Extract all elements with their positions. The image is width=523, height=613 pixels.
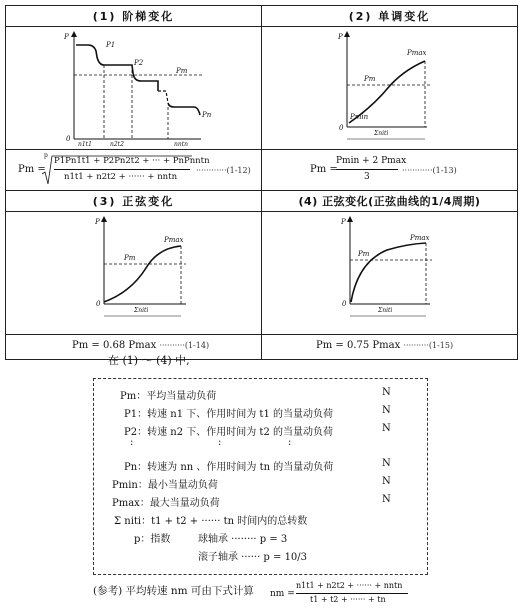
panel-3-formula: Pm = 0.68 Pmax ··········(1-14) [6, 335, 262, 360]
x-label: Σniti [378, 307, 393, 314]
formula-denominator: 3 [364, 172, 370, 182]
def-unit: N [382, 405, 391, 416]
x-label-2: n2t2 [110, 141, 124, 148]
reference-text: (参考) 平均转速 nm 可由下式计算 [93, 585, 254, 597]
panel-1-plot [6, 27, 262, 150]
sine-curve [104, 246, 181, 302]
axis-origin: 0 [339, 124, 344, 132]
ref-number: (1-14) [184, 341, 210, 350]
label-pmax: Pmax [410, 234, 430, 242]
panel-4-plot [262, 212, 518, 335]
reference-fraction-bar [296, 593, 408, 594]
formula-denominator: n1t1 + n2t2 + ······ + nntn [64, 172, 178, 182]
def-unit: N [382, 494, 391, 505]
formula-numerator: Pmin + 2 Pmax [336, 156, 407, 166]
label-p1: P1 [106, 41, 116, 49]
ref-number: (1-15) [428, 341, 454, 350]
ellipsis-2: : [218, 437, 222, 448]
def-unit: N [382, 387, 391, 398]
def-text: 最小当量动负荷 [147, 480, 218, 491]
def-symbol: P1 [124, 409, 138, 420]
def-text: 转速为 nn 、作用时间为 tn 的当量动负荷 [147, 462, 334, 473]
axis-origin: 0 [342, 300, 347, 308]
formula-lhs: Pm = [18, 164, 46, 175]
def-unit: N [382, 458, 391, 469]
panel-2-plot [262, 27, 518, 150]
intro-text: 在 (1) ～ (4) 中, [108, 354, 190, 367]
formula-table [5, 5, 518, 360]
panel-1-title: (1) 阶梯变化 [6, 6, 262, 27]
axis-origin: 0 [96, 300, 101, 308]
axis-y-label: P [338, 33, 343, 41]
ellipsis-3: : [288, 437, 292, 448]
label-pmin: Pmin [350, 113, 369, 121]
def-text: 转速 n1 下、作用时间为 t1 的当量动负荷 [147, 409, 333, 420]
ball-bearing-exponent: 球轴承 ········ p = 3 [198, 534, 288, 545]
def-unit: N [382, 423, 391, 434]
def-symbol: Σ niti [114, 516, 142, 527]
ref-number: (1-12) [226, 166, 251, 175]
reference-denominator: t1 + t2 + ······ + tn [310, 595, 386, 604]
def-symbol: Pmin [112, 480, 138, 491]
def-text: 最大当量动负荷 [149, 498, 220, 509]
formula-numerator: P1Pn1t1 + P2Pn2t2 + ··· + PnPnntn [54, 156, 210, 166]
label-pm: Pm [364, 75, 376, 83]
label-pm: Pm [124, 254, 136, 262]
panel-3-title: (3) 正弦变化 [6, 191, 262, 212]
panel-4-title: (4) 正弦变化(正弦曲线的1/4周期) [262, 191, 518, 212]
monotonic-chart [262, 27, 517, 145]
def-text: 转速 n2 下、作用时间为 t2 的当量动负荷 [147, 427, 333, 438]
reference-lhs: nm = [270, 589, 295, 599]
def-symbol: p [134, 534, 141, 545]
def-symbol: Pn [124, 462, 138, 473]
def-text: t1 + t2 + ······ tn 时间内的总转数 [151, 516, 308, 527]
def-text: 指数 [150, 534, 171, 545]
formula: Pm = 0.75 Pmax [316, 340, 401, 351]
reference-numerator: n1t1 + n2t2 + ······ + nntn [296, 581, 403, 590]
formula-lhs: Pm = [310, 164, 338, 175]
x-label: Σniti [374, 130, 389, 137]
ellipsis-1: : [130, 437, 134, 448]
ref-number: (1-13) [432, 166, 457, 175]
panel-2-formula: Pm = Pmin + 2 Pmax 3 ············(1-13) [262, 150, 518, 191]
roller-bearing-exponent: 滚子轴承 ······ p = 10/3 [198, 552, 308, 563]
label-pm: Pm [176, 67, 188, 75]
panel-1-formula: Pm = p P1Pn1t1 + P2Pn2t2 + ··· + PnPnntn n1t1 + n2t2 + ······ + nntn ············(1-12) [6, 150, 262, 191]
label-p2: P2 [134, 59, 144, 67]
axis-y-label: P [64, 33, 69, 41]
def-unit: N [382, 476, 391, 487]
panel-2-title: (2) 单调变化 [262, 6, 518, 27]
x-label-1: n1t1 [78, 141, 92, 148]
def-symbol: Pmax [112, 498, 140, 509]
axis-y-label: P [95, 218, 100, 226]
formula: Pm = 0.68 Pmax [72, 340, 157, 351]
step-chart [6, 27, 261, 145]
def-symbol: P2 [124, 427, 138, 438]
panel-3-plot [6, 212, 262, 335]
x-label: Σniti [134, 307, 149, 314]
label-pmax: Pmax [164, 236, 184, 244]
label-pn: Pn [202, 111, 212, 119]
label-pmax: Pmax [407, 49, 427, 57]
def-text: 平均当量动负荷 [146, 391, 217, 402]
label-pm: Pm [358, 250, 370, 258]
def-symbol: Pm [120, 391, 137, 402]
panel-4-formula: Pm = 0.75 Pmax ··········(1-15) [262, 335, 518, 360]
x-label-3: nntn [174, 141, 189, 148]
axis-origin: 0 [66, 135, 71, 143]
axis-y-label: P [341, 218, 346, 226]
root-index: p [44, 152, 48, 159]
step-curve [76, 45, 158, 91]
